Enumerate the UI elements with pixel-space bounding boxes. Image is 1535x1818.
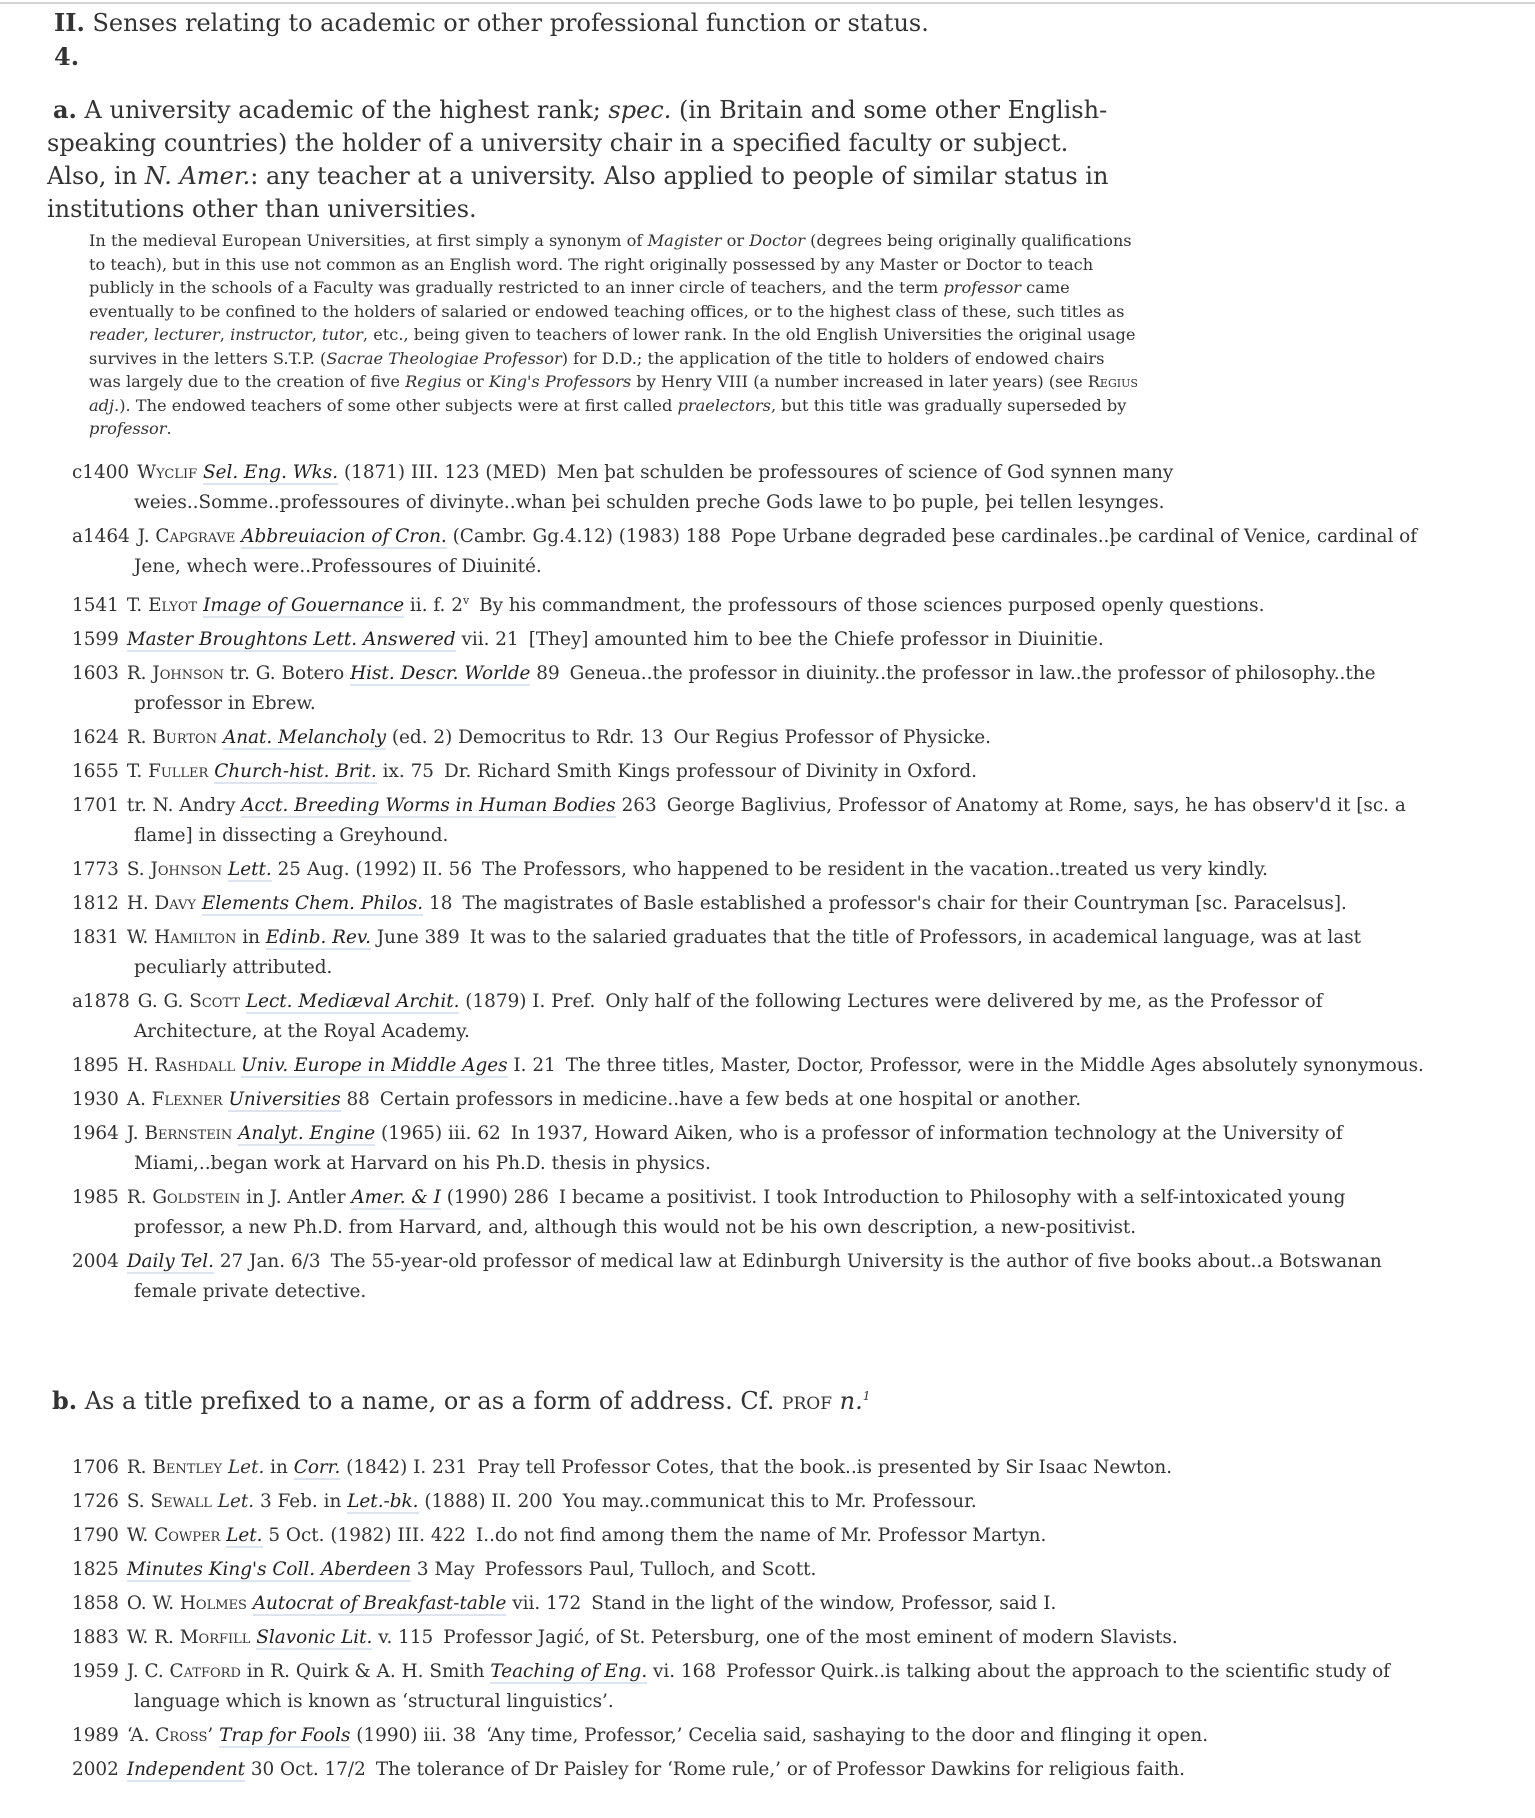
quotation-ref: (1990) iii. 38 [350, 1725, 477, 1746]
quotation-author: W. Hamilton [126, 927, 237, 949]
quotation-doc-type: Let. [217, 1491, 255, 1512]
quotation-date: 1858 [72, 1593, 119, 1614]
quotation-title-link[interactable]: Corr. [293, 1457, 341, 1478]
quotation-title-link[interactable]: Amer. & I [351, 1187, 441, 1209]
quotation-row [72, 987, 1432, 1047]
quotation-ref: I. 21 [507, 1055, 556, 1077]
quotation-text: The tolerance of Dr Paisley for ‘Rome rule,’ or of Professor Dawkins for religious faith. [375, 1759, 1185, 1780]
quotation-ref: (1990) 286 [440, 1187, 549, 1209]
quotation-text: Professors Paul, Tulloch, and Scott. [484, 1559, 817, 1580]
quotation-row [72, 1487, 1432, 1517]
quotation-title-link[interactable]: Lect. Mediæval Archit. [245, 991, 460, 1013]
quotation-prefix: in [264, 1457, 288, 1478]
quotation-row [72, 1521, 1432, 1551]
quotation-author: O. W. Holmes [126, 1593, 247, 1614]
quotation-ref: 25 Aug. (1992) II. 56 [271, 859, 473, 881]
quotation-text: Only half of the following Lectures were delivered by me, as the Professor of Architecture, at the Royal Academy. [134, 991, 1323, 1043]
quotation-title-link[interactable]: Autocrat of Breakfast-table [252, 1593, 507, 1614]
quotation-ref: 27 Jan. 6/3 [213, 1251, 321, 1273]
quotation-ref: (1842) I. 231 [340, 1457, 468, 1478]
quotation-ref: (1888) II. 200 [418, 1491, 553, 1512]
quotation-author: R. Burton [126, 727, 218, 749]
quotation-row [72, 757, 1432, 787]
quotation-date: 1812 [72, 893, 119, 915]
quotation-text: Stand in the light of the window, Professor, said I. [591, 1593, 1057, 1614]
quotation-text: Pope Urbane degraded þese cardinales..þe cardinal of Venice, cardinal of Jene, whech were..Professoures of Diuinité. [134, 526, 1418, 577]
quotations-sense-a [72, 458, 1432, 1311]
quotation-row [72, 791, 1432, 851]
quotation-ref: vii. 21 [455, 629, 519, 651]
quotation-author: J. C. Catford [126, 1661, 241, 1682]
quotation-row [72, 1589, 1432, 1619]
quotation-row [72, 1721, 1432, 1751]
sense-a-label: a. [53, 95, 77, 124]
quotation-date: 1883 [72, 1627, 119, 1648]
sense-group-title: Senses relating to academic or other professional function or status. [84, 9, 929, 37]
quotation-ref: 89 [530, 663, 560, 685]
quotation-text: Certain professors in medicine..have a few beds at one hospital or another. [379, 1089, 1082, 1111]
quotation-title-link[interactable]: Elements Chem. Philos. [201, 893, 424, 915]
quotation-prefix: in [242, 927, 260, 949]
quotation-author: ‘A. Cross’ [126, 1725, 214, 1746]
quotation-text: Geneua..the professor in diuinity..the professor in law..the professor of philosophy..the professor in Ebrew. [134, 663, 1376, 715]
quotation-text: The Professors, who happened to be resident in the vacation..treated us very kindly. [482, 859, 1269, 881]
quotation-date: a1464 [72, 526, 130, 547]
quotation-title-link[interactable]: Trap for Fools [219, 1725, 351, 1746]
quotation-row [72, 889, 1432, 919]
quotation-date: 1624 [72, 727, 119, 749]
quotation-text: Men þat schulden be professoures of science of God synnen many weies..Somme..professoures of divinyte..whan þei schulden preche Gods lawe to þo puple, þei tellen lesynges. [134, 462, 1174, 513]
quotation-date: 1655 [72, 761, 119, 783]
quotation-row [72, 1247, 1432, 1307]
quotation-row [72, 1119, 1432, 1179]
quotation-author: T. Fuller [126, 761, 209, 783]
quotation-ref: 88 [340, 1089, 370, 1111]
quotation-ref: (1965) iii. 62 [375, 1123, 501, 1145]
quotation-text: Our Regius Professor of Physicke. [673, 727, 991, 749]
quotation-row [72, 1183, 1432, 1243]
quotation-text: The three titles, Master, Doctor, Professor, were in the Middle Ages absolutely synonymous. [565, 1055, 1424, 1077]
quotation-date: 2002 [72, 1759, 119, 1780]
quotation-title-link[interactable]: Master Broughtons Lett. Answered [126, 629, 456, 651]
quotation-date: c1400 [72, 462, 130, 483]
quotation-author: Wyclif [137, 462, 198, 483]
quotation-date: a1878 [72, 991, 130, 1013]
quotation-text: In 1937, Howard Aiken, who is a professor of information technology at the University of Miami,..began work at Harvard on his Ph.D. thesis in physics. [134, 1123, 1343, 1175]
quotation-date: 1895 [72, 1055, 119, 1077]
sense-number: 4. [54, 42, 80, 71]
quotation-date: 1959 [72, 1661, 119, 1682]
quotation-text: I became a positivist. I took Introduction to Philosophy with a self-intoxicated young professor, a new Ph.D. from Harvard, and, although this would not be his own description, a new-positivist. [134, 1187, 1346, 1239]
quotation-title-link[interactable]: Acct. Breeding Worms in Human Bodies [241, 795, 616, 817]
quotation-date: 1985 [72, 1187, 119, 1209]
quotation-date: 1825 [72, 1559, 119, 1580]
quotation-author: R. Bentley [126, 1457, 223, 1478]
quotation-title-link[interactable]: Let.-bk. [347, 1491, 419, 1512]
quotation-author: J. Capgrave [137, 526, 236, 547]
quotation-date: 1599 [72, 629, 119, 651]
quotation-row [72, 1555, 1432, 1585]
quotation-row [72, 1453, 1432, 1483]
quotation-ref: vii. 172 [506, 1593, 582, 1614]
xref-prof[interactable]: prof [782, 1387, 833, 1415]
quotation-prefix: tr. N. Andry [126, 795, 236, 817]
quotation-author: A. Flexner [126, 1089, 223, 1111]
quotation-author: W. Cowper [126, 1525, 221, 1546]
etymology-note: In the medieval European Universities, at first simply a synonym of Magister or Doctor (degrees being originally qualifications to teach), but in this use not common as an English word. The right originally possessed by any Master or Doctor to teach publicly in the schools of a Faculty was gradually restricted to an inner circle of teachers, and the term professor came eventually to be confined to the holders of salaried or endowed teaching offices, or to the highest class of these, such titles as reader, lecturer, instructor, tutor, etc., being given to teachers of lower rank. In the old English Universities the original usage survives in the letters S.T.P. (Sacrae Theologiae Professor) for D.D.; the application of the title to holders of endowed chairs was largely due to the creation of five Regius or King's Professors by Henry VIII (a number increased in later years) (see Regius adj.). The endowed teachers of some other subjects were at first called praelectors, but this title was gradually superseded by professor. [89, 231, 1138, 438]
quotation-title-link[interactable]: Lett. [228, 859, 272, 881]
quotation-title-link[interactable]: Sel. Eng. Wks. [202, 462, 339, 483]
quotation-date: 1706 [72, 1457, 119, 1478]
quotation-text: You may..communicat this to Mr. Professour. [562, 1491, 977, 1512]
quotation-author: W. R. Morfill [126, 1627, 251, 1648]
quotation-text: ‘Any time, Professor,’ Cecelia said, sashaying to the door and flinging it open. [486, 1725, 1209, 1746]
sense-b-label: b. [52, 1386, 78, 1415]
quotation-prefix: in J. Antler [246, 1187, 346, 1209]
quotation-text: I..do not find among them the name of Mr. Professor Martyn. [475, 1525, 1047, 1546]
xref-regius[interactable]: Regius [1087, 372, 1138, 391]
quotation-date: 1930 [72, 1089, 119, 1111]
sense-group-numeral: II. [54, 8, 85, 37]
quotation-text: It was to the salaried graduates that the title of Professors, in academical language, was at last peculiarly attributed. [134, 927, 1362, 979]
quotation-author: R. Goldstein [126, 1187, 241, 1209]
quotation-doc-type: Let. [227, 1457, 265, 1478]
quotation-ref: ii. f. 2 [404, 595, 463, 617]
quotation-text: The 55-year-old professor of medical law at Edinburgh University is the author of five books about..a Botswanan female private detective. [134, 1251, 1382, 1303]
quotation-title-link[interactable]: Minutes King's Coll. Aberdeen [126, 1559, 412, 1580]
quotation-author: H. Rashdall [126, 1055, 236, 1077]
quotation-ref: 263 [615, 795, 657, 817]
quotation-author: J. Bernstein [126, 1123, 233, 1145]
quotation-ref: vi. 168 [647, 1661, 717, 1682]
quotation-title-link[interactable]: Teaching of Eng. [490, 1661, 648, 1682]
quotation-title-link[interactable]: Edinb. Rev. [265, 927, 371, 949]
quotation-text: George Baglivius, Professor of Anatomy at Rome, says, he has observ'd it [sc. a flame] in dissecting a Greyhound. [134, 795, 1406, 847]
quotation-prefix: tr. G. Botero [229, 663, 345, 685]
quotation-author: S. Sewall [126, 1491, 212, 1512]
quotation-title-link[interactable]: Slavonic Lit. [256, 1627, 373, 1648]
sense-b-definition: b. As a title prefixed to a name, or as a form of address. Cf. prof n.$^1$ [52, 1386, 871, 1415]
quotation-title-link[interactable]: Church-hist. Brit. [214, 761, 377, 783]
quotation-date: 1989 [72, 1725, 119, 1746]
quotation-ref: (Cambr. Gg.4.12) (1983) 188 [446, 526, 721, 547]
quotation-row [72, 458, 1432, 518]
quotation-row [72, 1623, 1432, 1653]
quotation-ref: 18 [423, 893, 453, 915]
quotation-row [72, 586, 1432, 621]
quotation-text: By his commandment, the professours of those sciences purposed openly questions. [479, 595, 1265, 617]
quotation-title-link[interactable]: Universities [228, 1089, 341, 1111]
quotation-row [72, 1657, 1432, 1717]
quotation-author: G. G. Scott [137, 991, 241, 1013]
quotations-sense-b [72, 1453, 1432, 1789]
quotation-row [72, 659, 1432, 719]
quotation-row [72, 522, 1432, 582]
quotation-title-link[interactable]: Independent [126, 1759, 245, 1780]
quotation-ref-sup: v [462, 594, 470, 607]
quotation-title-link[interactable]: Let. [226, 1525, 263, 1546]
quotation-text: Professor Quirk..is talking about the approach to the scientific study of language which is known as ‘structural linguistics’. [134, 1661, 1390, 1712]
quotation-author: T. Elyot [126, 595, 198, 617]
quotation-text: Pray tell Professor Cotes, that the book..is presented by Sir Isaac Newton. [477, 1457, 1173, 1478]
quotation-title-link[interactable]: Abbreuiacion of Cron. [241, 526, 447, 547]
quotation-title-link[interactable]: Image of Gouernance [203, 595, 405, 617]
quotation-row [72, 625, 1432, 655]
quotation-date: 1831 [72, 927, 119, 949]
quotation-date: 1964 [72, 1123, 119, 1145]
quotation-date: 1790 [72, 1525, 119, 1546]
quotation-row [72, 723, 1432, 753]
quotation-author: H. Davy [126, 893, 196, 915]
quotation-date: 1603 [72, 663, 119, 685]
quotation-author: R. Johnson [126, 663, 225, 685]
quotation-author: S. Johnson [126, 859, 223, 881]
quotation-title-link[interactable]: Anat. Melancholy [222, 727, 387, 749]
quotation-date: 1701 [72, 795, 119, 817]
quotation-date: 1726 [72, 1491, 119, 1512]
quotation-title-link[interactable]: Hist. Descr. Worlde [350, 663, 531, 685]
quotation-prefix: in R. Quirk & A. H. Smith [246, 1661, 485, 1682]
quotation-row [72, 1051, 1432, 1081]
quotation-ref: (1871) III. 123 (MED) [338, 462, 547, 483]
sense-group-heading [54, 8, 929, 38]
quotation-date: 2004 [72, 1251, 119, 1273]
quotation-text: The magistrates of Basle established a professor's chair for their Countryman [sc. Paracelsus]. [462, 893, 1347, 915]
quotation-row [72, 1755, 1432, 1785]
quotation-title-link[interactable]: Daily Tel. [126, 1251, 214, 1273]
quotation-ref: v. 115 [372, 1627, 434, 1648]
sense-a-definition: a. A university academic of the highest rank; spec. (in Britain and some other English-speaking countries) the holder of a university chair in a specified faculty or subject. Also, in N. Amer.: any teacher at a university. Also applied to people of similar status in institutions other than universities. [47, 95, 1109, 223]
quotation-date: 1773 [72, 859, 119, 881]
quotation-text: Dr. Richard Smith Kings professour of Divinity in Oxford. [443, 761, 977, 783]
quotation-ref: June 389 [370, 927, 460, 949]
quotation-row [72, 1085, 1432, 1115]
top-border [0, 2, 1535, 4]
quotation-ref: 30 Oct. 17/2 [244, 1759, 366, 1780]
quotation-date: 1541 [72, 595, 119, 617]
quotation-text: [They] amounted him to bee the Chiefe professor in Diuinitie. [528, 629, 1104, 651]
quotation-ref: 3 May [411, 1559, 475, 1580]
quotation-title-link[interactable]: Analyt. Engine [238, 1123, 376, 1145]
quotation-ref: (ed. 2) Democritus to Rdr. 13 [386, 727, 664, 749]
quotation-text: Professor Jagić, of St. Petersburg, one of the most eminent of modern Slavists. [443, 1627, 1178, 1648]
quotation-ref: (1879) I. Pref. [459, 991, 596, 1013]
quotation-row [72, 855, 1432, 885]
quotation-title-link[interactable]: Univ. Europe in Middle Ages [240, 1055, 508, 1077]
quotation-prefix: 3 Feb. in [254, 1491, 342, 1512]
quotation-ref: 5 Oct. (1982) III. 422 [262, 1525, 466, 1546]
quotation-row [72, 923, 1432, 983]
quotation-ref: ix. 75 [376, 761, 434, 783]
